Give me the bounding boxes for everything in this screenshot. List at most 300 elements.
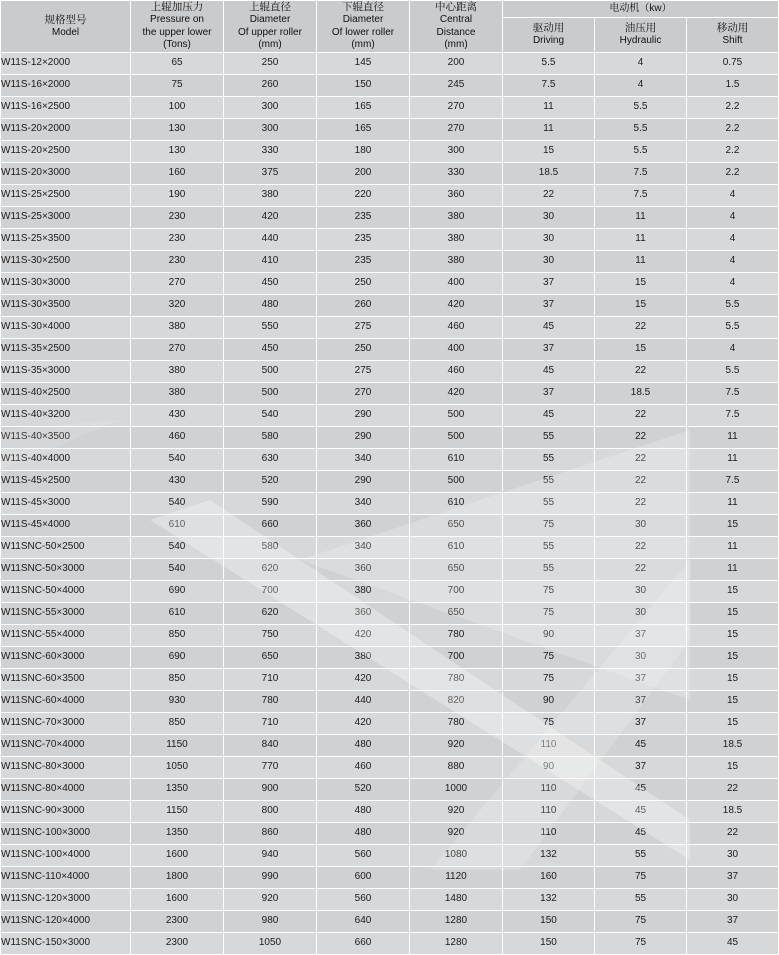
cell-model: W11SNC-90×3000 (1, 800, 131, 822)
cell-value: 1150 (131, 800, 224, 822)
cell-value: 235 (317, 206, 410, 228)
cell-value: 540 (131, 492, 224, 514)
cell-model: W11S-20×3000 (1, 162, 131, 184)
cell-value: 1000 (410, 778, 503, 800)
cell-value: 780 (410, 668, 503, 690)
cell-value: 15 (595, 338, 687, 360)
cell-value: 580 (224, 426, 317, 448)
cell-value: 30 (503, 250, 595, 272)
cell-value: 500 (224, 382, 317, 404)
header-lower-roller-en1: Diameter (342, 14, 384, 26)
cell-value: 11 (687, 448, 779, 470)
cell-value: 7.5 (503, 74, 595, 96)
cell-model: W11SNC-70×3000 (1, 712, 131, 734)
cell-value: 22 (595, 426, 687, 448)
cell-value: 7.5 (687, 382, 779, 404)
header-central-distance-en3: (mm) (444, 39, 468, 51)
table-row (1, 756, 779, 778)
cell-value: 500 (224, 360, 317, 382)
cell-value: 560 (317, 888, 410, 910)
cell-value: 22 (595, 470, 687, 492)
cell-model: W11SNC-50×2500 (1, 536, 131, 558)
cell-value: 55 (503, 492, 595, 514)
cell-model: W11S-30×2500 (1, 250, 131, 272)
cell-value: 11 (687, 492, 779, 514)
cell-value: 270 (410, 96, 503, 118)
cell-model: W11SNC-50×4000 (1, 580, 131, 602)
cell-model: W11S-16×2000 (1, 74, 131, 96)
cell-value: 30 (687, 888, 779, 910)
cell-value: 37 (687, 910, 779, 932)
cell-value: 650 (410, 558, 503, 580)
cell-value: 880 (410, 756, 503, 778)
cell-value: 22 (595, 558, 687, 580)
cell-value: 520 (317, 778, 410, 800)
cell-value: 18.5 (687, 734, 779, 756)
cell-value: 340 (317, 448, 410, 470)
header-model (1, 1, 131, 53)
cell-value: 245 (410, 74, 503, 96)
cell-value: 460 (131, 426, 224, 448)
cell-value: 45 (595, 822, 687, 844)
cell-value: 375 (224, 162, 317, 184)
cell-value: 5.5 (595, 140, 687, 162)
table-row (1, 734, 779, 756)
cell-value: 18.5 (595, 382, 687, 404)
cell-value: 15 (595, 272, 687, 294)
cell-value: 4 (595, 74, 687, 96)
header-lower-roller-en2: Of lower roller (331, 26, 395, 38)
cell-value: 22 (595, 448, 687, 470)
cell-value: 1350 (131, 822, 224, 844)
cell-value: 930 (131, 690, 224, 712)
cell-value: 15 (687, 690, 779, 712)
cell-value: 410 (224, 250, 317, 272)
cell-value: 700 (410, 580, 503, 602)
cell-value: 30 (503, 228, 595, 250)
cell-model: W11SNC-80×3000 (1, 756, 131, 778)
cell-model: W11SNC-100×3000 (1, 822, 131, 844)
cell-value: 1800 (131, 866, 224, 888)
cell-value: 75 (595, 910, 687, 932)
cell-value: 200 (410, 52, 503, 74)
cell-value: 37 (503, 294, 595, 316)
cell-value: 5.5 (687, 316, 779, 338)
cell-value: 2.2 (687, 118, 779, 140)
cell-value: 2300 (131, 932, 224, 954)
cell-value: 650 (224, 646, 317, 668)
cell-value: 30 (595, 646, 687, 668)
table-row (1, 184, 779, 206)
cell-value: 75 (503, 668, 595, 690)
cell-value: 380 (131, 382, 224, 404)
cell-value: 380 (224, 184, 317, 206)
cell-value: 300 (224, 96, 317, 118)
cell-value: 990 (224, 866, 317, 888)
cell-value: 480 (317, 822, 410, 844)
cell-value: 11 (687, 558, 779, 580)
cell-value: 37 (595, 756, 687, 778)
table-row (1, 844, 779, 866)
cell-value: 640 (317, 910, 410, 932)
table-header (1, 1, 779, 53)
table-row (1, 932, 779, 954)
cell-value: 710 (224, 712, 317, 734)
table-row (1, 382, 779, 404)
cell-value: 540 (131, 536, 224, 558)
cell-value: 780 (224, 690, 317, 712)
cell-value: 15 (687, 668, 779, 690)
table-row (1, 74, 779, 96)
cell-value: 270 (410, 118, 503, 140)
cell-value: 920 (224, 888, 317, 910)
cell-value: 7.5 (595, 162, 687, 184)
cell-model: W11S-30×3000 (1, 272, 131, 294)
cell-value: 4 (687, 250, 779, 272)
cell-value: 4 (595, 52, 687, 74)
cell-value: 500 (410, 426, 503, 448)
cell-value: 360 (317, 514, 410, 536)
cell-value: 660 (224, 514, 317, 536)
cell-value: 22 (595, 492, 687, 514)
cell-value: 610 (410, 492, 503, 514)
cell-value: 4 (687, 228, 779, 250)
header-central-distance-en1: Central (439, 14, 473, 26)
cell-value: 610 (131, 514, 224, 536)
cell-value: 1480 (410, 888, 503, 910)
cell-value: 420 (317, 624, 410, 646)
cell-value: 22 (595, 316, 687, 338)
cell-value: 780 (410, 712, 503, 734)
table-row (1, 294, 779, 316)
cell-value: 380 (317, 580, 410, 602)
cell-value: 22 (687, 778, 779, 800)
cell-value: 690 (131, 580, 224, 602)
cell-value: 15 (503, 140, 595, 162)
cell-value: 7.5 (687, 404, 779, 426)
cell-value: 250 (317, 272, 410, 294)
cell-value: 5.5 (687, 294, 779, 316)
cell-value: 7.5 (687, 470, 779, 492)
cell-value: 5.5 (687, 360, 779, 382)
cell-value: 800 (224, 800, 317, 822)
cell-value: 540 (131, 558, 224, 580)
cell-value: 55 (503, 470, 595, 492)
table-row (1, 228, 779, 250)
cell-value: 200 (317, 162, 410, 184)
cell-value: 100 (131, 96, 224, 118)
cell-value: 820 (410, 690, 503, 712)
cell-value: 480 (224, 294, 317, 316)
cell-value: 360 (317, 558, 410, 580)
header-model-en: Model (51, 26, 80, 38)
cell-value: 11 (595, 206, 687, 228)
header-lower-roller-en3: (mm) (351, 39, 375, 51)
cell-value: 4 (687, 184, 779, 206)
cell-value: 250 (224, 52, 317, 74)
table-row (1, 624, 779, 646)
cell-value: 75 (503, 602, 595, 624)
cell-model: W11S-12×2000 (1, 52, 131, 74)
cell-value: 4 (687, 272, 779, 294)
cell-value: 860 (224, 822, 317, 844)
cell-value: 75 (595, 866, 687, 888)
cell-value: 780 (410, 624, 503, 646)
table-row (1, 272, 779, 294)
cell-model: W11SNC-110×4000 (1, 866, 131, 888)
cell-value: 37 (503, 382, 595, 404)
cell-value: 620 (224, 558, 317, 580)
cell-value: 37 (687, 866, 779, 888)
cell-model: W11SNC-60×3500 (1, 668, 131, 690)
cell-model: W11S-40×4000 (1, 448, 131, 470)
cell-value: 1600 (131, 844, 224, 866)
cell-value: 480 (317, 734, 410, 756)
cell-value: 15 (687, 712, 779, 734)
table-row (1, 536, 779, 558)
cell-model: W11SNC-60×4000 (1, 690, 131, 712)
cell-value: 360 (317, 602, 410, 624)
cell-model: W11S-30×4000 (1, 316, 131, 338)
cell-model: W11S-40×3200 (1, 404, 131, 426)
cell-value: 690 (131, 646, 224, 668)
table-row (1, 602, 779, 624)
cell-value: 1150 (131, 734, 224, 756)
cell-value: 1600 (131, 888, 224, 910)
cell-value: 900 (224, 778, 317, 800)
cell-value: 4 (687, 206, 779, 228)
cell-value: 540 (131, 448, 224, 470)
cell-model: W11S-25×2500 (1, 184, 131, 206)
cell-value: 1.5 (687, 74, 779, 96)
table-row (1, 250, 779, 272)
cell-value: 15 (687, 602, 779, 624)
cell-value: 400 (410, 338, 503, 360)
cell-model: W11S-40×3500 (1, 426, 131, 448)
cell-value: 15 (687, 514, 779, 536)
cell-value: 75 (503, 646, 595, 668)
cell-value: 75 (595, 932, 687, 954)
cell-value: 11 (595, 228, 687, 250)
cell-value: 15 (687, 756, 779, 778)
table-row (1, 822, 779, 844)
cell-value: 150 (317, 74, 410, 96)
table-row (1, 580, 779, 602)
header-pressure-en1: Pressure on (150, 14, 204, 26)
table-row (1, 162, 779, 184)
cell-model: W11S-40×2500 (1, 382, 131, 404)
cell-value: 45 (503, 316, 595, 338)
cell-value: 380 (410, 250, 503, 272)
cell-value: 1050 (224, 932, 317, 954)
cell-model: W11SNC-60×3000 (1, 646, 131, 668)
cell-value: 300 (224, 118, 317, 140)
cell-value: 980 (224, 910, 317, 932)
header-row-1 (1, 1, 779, 18)
cell-value: 590 (224, 492, 317, 514)
cell-value: 480 (317, 800, 410, 822)
cell-value: 5.5 (595, 118, 687, 140)
cell-value: 380 (410, 206, 503, 228)
cell-model: W11S-35×3000 (1, 360, 131, 382)
cell-value: 450 (224, 338, 317, 360)
header-upper-roller-en1: Diameter (249, 14, 291, 26)
cell-value: 340 (317, 536, 410, 558)
cell-model: W11SNC-150×3000 (1, 932, 131, 954)
cell-value: 132 (503, 888, 595, 910)
cell-value: 550 (224, 316, 317, 338)
cell-value: 55 (503, 448, 595, 470)
cell-model: W11S-25×3500 (1, 228, 131, 250)
cell-value: 30 (687, 844, 779, 866)
cell-model: W11S-20×2000 (1, 118, 131, 140)
header-shift-en: Shift (722, 35, 743, 47)
cell-value: 500 (410, 404, 503, 426)
cell-value: 5.5 (503, 52, 595, 74)
cell-model: W11S-45×2500 (1, 470, 131, 492)
cell-value: 430 (131, 470, 224, 492)
table-row (1, 96, 779, 118)
table-row (1, 668, 779, 690)
table-row (1, 360, 779, 382)
cell-value: 11 (503, 96, 595, 118)
cell-value: 15 (687, 580, 779, 602)
cell-value: 610 (131, 602, 224, 624)
table-row (1, 118, 779, 140)
cell-value: 380 (410, 228, 503, 250)
cell-value: 30 (595, 602, 687, 624)
cell-model: W11SNC-100×4000 (1, 844, 131, 866)
cell-value: 1280 (410, 932, 503, 954)
cell-value: 250 (317, 338, 410, 360)
header-hydraulic-cn: 油压用 (624, 22, 657, 35)
cell-value: 230 (131, 250, 224, 272)
cell-value: 275 (317, 360, 410, 382)
header-upper-roller (224, 1, 317, 53)
cell-value: 75 (503, 514, 595, 536)
cell-value: 150 (503, 910, 595, 932)
cell-value: 380 (317, 646, 410, 668)
cell-value: 15 (687, 624, 779, 646)
cell-value: 710 (224, 668, 317, 690)
cell-value: 630 (224, 448, 317, 470)
cell-value: 150 (503, 932, 595, 954)
cell-value: 700 (410, 646, 503, 668)
cell-value: 30 (503, 206, 595, 228)
cell-value: 55 (503, 426, 595, 448)
header-driving-en: Driving (532, 35, 565, 47)
cell-value: 1350 (131, 778, 224, 800)
table-row (1, 448, 779, 470)
header-shift-cn: 移动用 (716, 22, 749, 35)
cell-value: 18.5 (687, 800, 779, 822)
cell-value: 15 (595, 294, 687, 316)
cell-value: 75 (131, 74, 224, 96)
table-row (1, 910, 779, 932)
cell-value: 4 (687, 338, 779, 360)
cell-model: W11SNC-50×3000 (1, 558, 131, 580)
cell-value: 420 (410, 382, 503, 404)
cell-value: 90 (503, 690, 595, 712)
table-row (1, 558, 779, 580)
cell-model: W11S-45×3000 (1, 492, 131, 514)
cell-value: 22 (687, 822, 779, 844)
cell-value: 290 (317, 426, 410, 448)
table-row (1, 52, 779, 74)
cell-value: 130 (131, 118, 224, 140)
cell-value: 2300 (131, 910, 224, 932)
cell-value: 7.5 (595, 184, 687, 206)
table-body (1, 52, 779, 954)
header-hydraulic-en: Hydraulic (619, 35, 662, 47)
cell-value: 145 (317, 52, 410, 74)
cell-value: 45 (595, 800, 687, 822)
header-model-cn: 规格型号 (44, 13, 87, 26)
cell-value: 165 (317, 96, 410, 118)
cell-value: 440 (224, 228, 317, 250)
cell-value: 330 (410, 162, 503, 184)
table-row (1, 470, 779, 492)
cell-value: 920 (410, 800, 503, 822)
cell-model: W11S-20×2500 (1, 140, 131, 162)
cell-value: 420 (410, 294, 503, 316)
cell-model: W11S-25×3000 (1, 206, 131, 228)
cell-model: W11S-45×4000 (1, 514, 131, 536)
cell-value: 110 (503, 778, 595, 800)
header-pressure-en2: the upper lower (142, 26, 212, 38)
cell-value: 37 (595, 624, 687, 646)
cell-value: 55 (503, 536, 595, 558)
cell-value: 650 (410, 602, 503, 624)
header-pressure-en3: (Tons) (163, 39, 191, 51)
table-row (1, 338, 779, 360)
header-hydraulic (595, 18, 687, 52)
cell-value: 610 (410, 536, 503, 558)
cell-value: 430 (131, 404, 224, 426)
cell-model: W11SNC-80×4000 (1, 778, 131, 800)
cell-value: 45 (595, 734, 687, 756)
cell-value: 610 (410, 448, 503, 470)
cell-value: 850 (131, 712, 224, 734)
cell-value: 420 (317, 712, 410, 734)
cell-model: W11SNC-120×4000 (1, 910, 131, 932)
header-motor-group: 电动机（kw） (503, 1, 779, 18)
cell-value: 460 (410, 316, 503, 338)
cell-value: 22 (595, 536, 687, 558)
cell-value: 37 (503, 272, 595, 294)
cell-value: 260 (224, 74, 317, 96)
cell-value: 440 (317, 690, 410, 712)
cell-value: 1120 (410, 866, 503, 888)
table-row (1, 492, 779, 514)
table-row (1, 800, 779, 822)
cell-value: 65 (131, 52, 224, 74)
cell-value: 940 (224, 844, 317, 866)
cell-value: 2.2 (687, 162, 779, 184)
cell-value: 130 (131, 140, 224, 162)
cell-value: 1080 (410, 844, 503, 866)
header-driving-cn: 驱动用 (532, 22, 565, 35)
table-row (1, 646, 779, 668)
header-lower-roller (317, 1, 410, 53)
cell-value: 90 (503, 624, 595, 646)
cell-value: 850 (131, 624, 224, 646)
cell-value: 230 (131, 228, 224, 250)
cell-value: 270 (317, 382, 410, 404)
cell-value: 320 (131, 294, 224, 316)
cell-value: 920 (410, 734, 503, 756)
cell-value: 850 (131, 668, 224, 690)
